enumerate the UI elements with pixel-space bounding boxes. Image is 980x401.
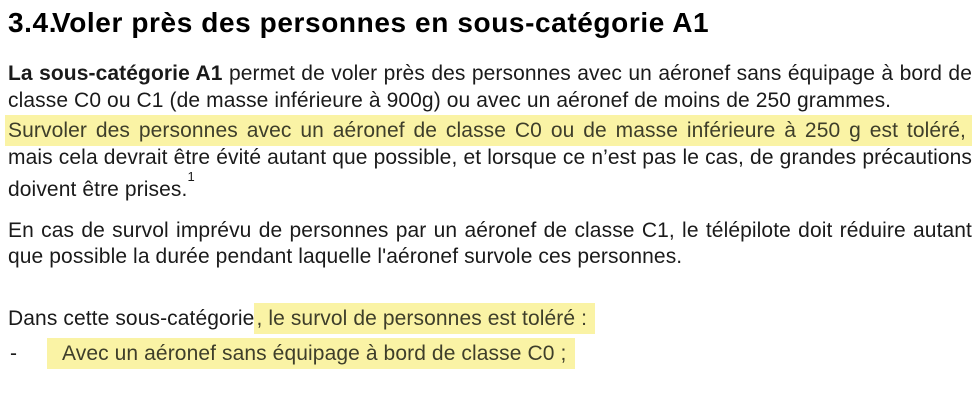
summary-plain-text: Dans cette sous-catégorie [8,306,255,330]
section-title: Voler près des personnes en sous-catégorie A1 [52,7,710,38]
paragraph-subcategory-summary [8,306,972,333]
section-heading [8,6,972,39]
footnote-reference-1: 1 [187,169,195,184]
highlight-overflight-tolerated: Survoler des personnes avec un aéronef de classe C0 ou de masse inférieure à 250 g est toléré, [5,115,972,146]
paragraph-overflight-tolerance [8,118,972,204]
list-item-class-c0 [8,341,972,368]
highlight-overflight-summary: , le survol de personnes est toléré : [254,303,595,334]
bold-subcategory-a1: La sous-catégorie A1 [8,62,223,85]
section-number: 3.4. [8,7,58,38]
unexpected-overflight-text: En cas de survol imprévu de personnes par un aéronef de classe C1, le télépilote doit réduire autant que possible la durée pendant laquelle l'aéronef survole ces personnes. [8,218,972,268]
tolerance-body-text: mais cela devrait être évité autant que possible, et lorsque ce n’est pas le cas, de grandes précautions doivent être prises. [8,145,972,201]
paragraph-subcategory-intro [8,61,972,114]
list-dash-marker: - [10,342,18,365]
intro-body-text: permet de voler près des personnes avec un aéronef sans équipage à bord de classe C0 ou C1 (de masse inférieure à 900g) ou avec un aéronef de moins de 250 grammes. [8,62,972,112]
paragraph-unexpected-overflight [8,218,972,271]
highlight-class-c0: Avec un aéronef sans équipage à bord de classe C0 ; [47,338,575,369]
